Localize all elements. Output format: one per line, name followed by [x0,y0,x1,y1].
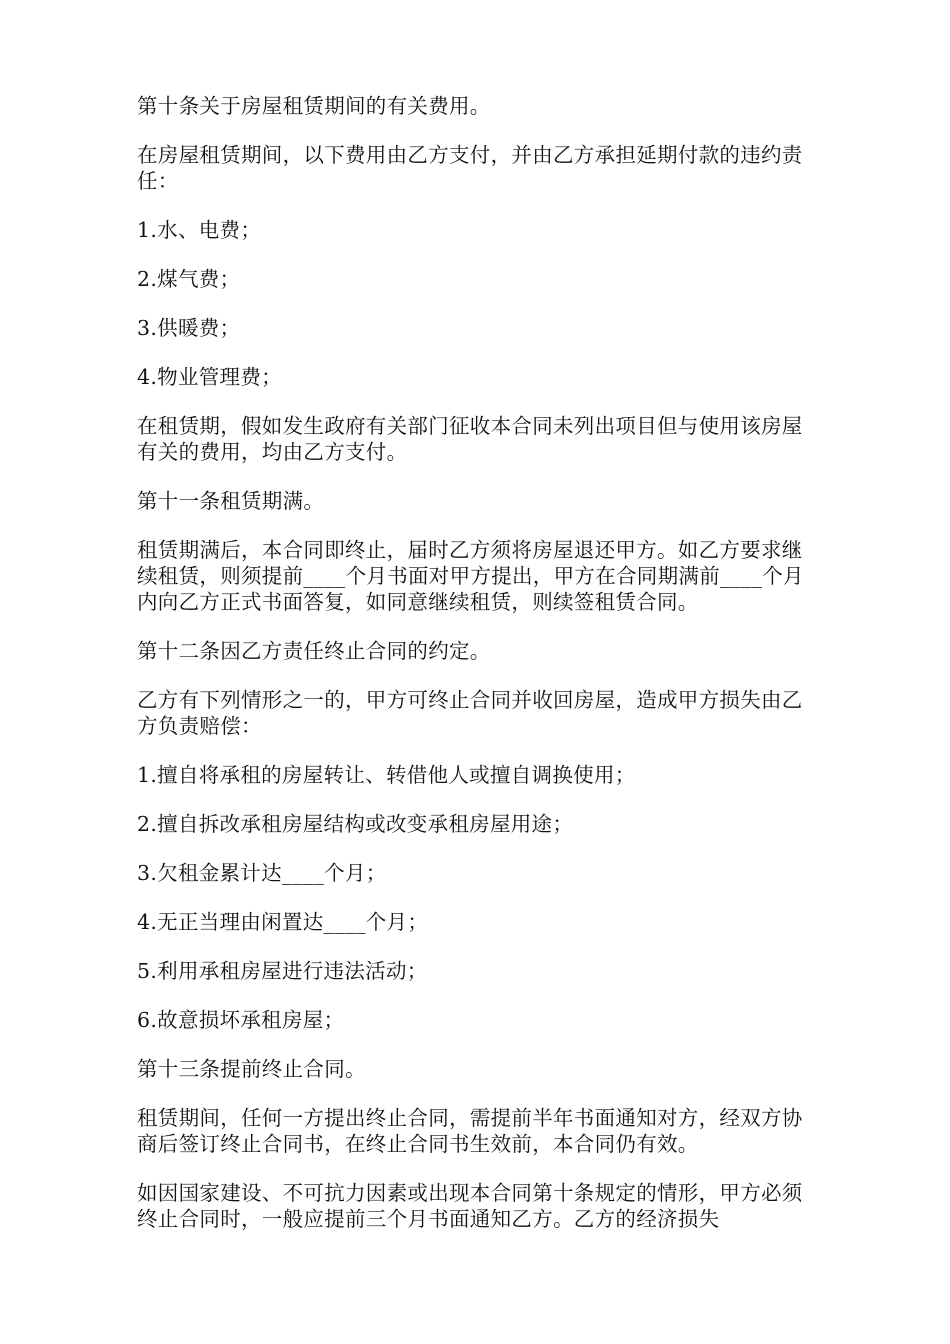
list-item: 5.利用承租房屋进行违法活动； [137,959,428,983]
paragraph-fees-intro: 在房屋租赁期间，以下费用由乙方支付，并由乙方承担延期付款的违约责任： [137,143,803,193]
article-12-heading: 第十二条因乙方责任终止合同的约定。 [137,639,491,663]
paragraph-other-fees: 在租赁期，假如发生政府有关部门征收本合同未列出项目但与使用该房屋有关的费用，均由乙方支付。 [137,414,803,464]
list-item: 4.无正当理由闲置达____个月； [137,910,429,934]
paragraph-termination-intro: 乙方有下列情形之一的，甲方可终止合同并收回房屋，造成甲方损失由乙方负责赔偿： [137,688,803,738]
list-item: 4.物业管理费； [137,365,282,389]
list-item: 3.欠租金累计达____个月； [137,861,387,885]
list-item: 2.擅自拆改承租房屋结构或改变承租房屋用途； [137,812,574,836]
paragraph-early-termination: 租赁期间，任何一方提出终止合同，需提前半年书面通知对方，经双方协商后签订终止合同书，在终止合同书生效前，本合同仍有效。 [137,1106,803,1156]
document-body [137,93,817,1255]
paragraph-state-termination: 如因国家建设、不可抗力因素或出现本合同第十条规定的情形，甲方必须终止合同时，一般应提前三个月书面通知乙方。乙方的经济损失 [137,1181,803,1231]
list-item: 1.擅自将承租的房屋转让、转借他人或擅自调换使用； [137,763,636,787]
list-item: 1.水、电费； [137,218,262,242]
list-item: 3.供暖费； [137,316,241,340]
list-item: 6.故意损坏承租房屋； [137,1008,345,1032]
article-10-heading: 第十条关于房屋租赁期间的有关费用。 [137,94,491,118]
paragraph-lease-expiry: 租赁期满后，本合同即终止，届时乙方须将房屋退还甲方。如乙方要求继续租赁，则须提前____个月书面对甲方提出，甲方在合同期满前____个月内向乙方正式书面答复，如同意继续租赁，则续签租赁合同。 [137,538,804,614]
article-11-heading: 第十一条租赁期满。 [137,489,325,513]
list-item: 2.煤气费； [137,267,241,291]
article-13-heading: 第十三条提前终止合同。 [137,1057,366,1081]
